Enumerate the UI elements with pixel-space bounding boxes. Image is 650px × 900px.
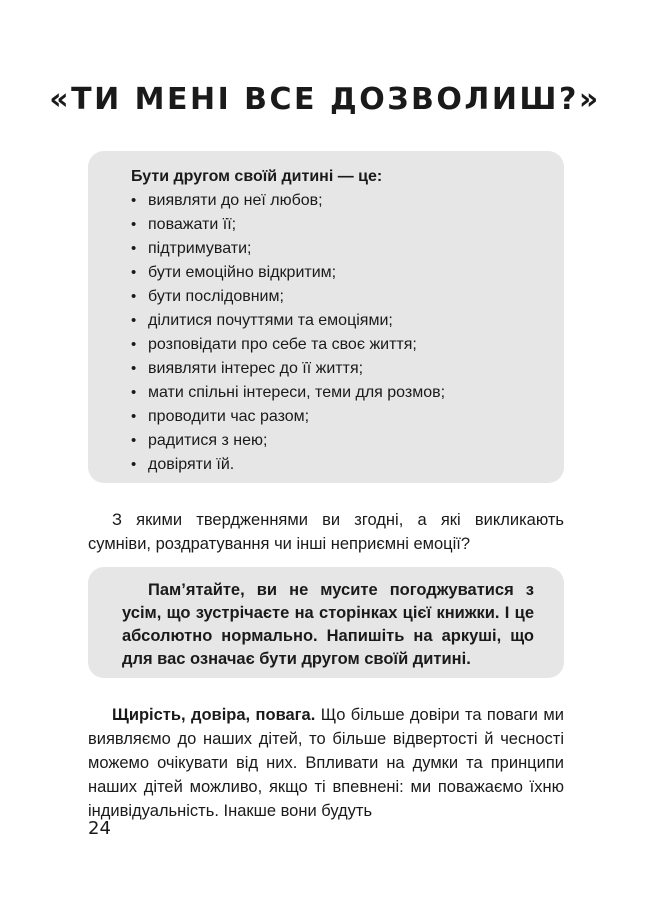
question-paragraph: З якими твердженнями ви згодні, а які викликають сумніви, роздратування чи інші неприємні емоції? [88, 511, 564, 553]
list-item: • бути послідовним; [131, 285, 544, 309]
paragraph-text: Що більше довіри та поваги ми виявляємо до наших дітей, то більше відвертості й чесності можемо очікувати від них. Впливати на думки та принципи наших дітей можливо, якщо ті впевнені: ми поважаємо їхню індивідуальність. Інакше вони будуть [88, 706, 564, 820]
page-title: «ТИ МЕНІ ВСЕ ДОЗВОЛИШ?» [49, 82, 601, 117]
bullet-list [131, 189, 544, 477]
list-item: • виявляти інтерес до її життя; [131, 357, 544, 381]
list-item: • проводити час разом; [131, 405, 544, 429]
list-item: • бути емоційно відкритим; [131, 261, 544, 285]
reminder-text: Пам’ятайте, ви не мусите погоджуватися з усім, що зустрічаєте на сторінках цієї книжки. І це абсолютно нормально. Напишіть на аркуші, що для вас означає бути другом своїй дитині. [122, 581, 534, 668]
list-item: • мати спільні інтереси, теми для розмов; [131, 381, 544, 405]
list-item: • ділитися почуттями та емоціями; [131, 309, 544, 333]
list-item: • радитися з нею; [131, 429, 544, 453]
body-paragraph [88, 703, 564, 823]
list-item: • виявляти до неї любов; [131, 189, 544, 213]
list-item: • підтримувати; [131, 237, 544, 261]
list-item: • поважати її; [131, 213, 544, 237]
friend-definition-box [88, 151, 564, 483]
list-item: • розповідати про себе та своє життя; [131, 333, 544, 357]
list-item: • довіряти їй. [131, 453, 544, 477]
paragraph-lead: Щирість, довіра, повага. [112, 706, 316, 724]
reminder-box [88, 567, 564, 678]
page-number: 24 [88, 818, 111, 839]
box-heading: Бути другом своїй дитині — це: [131, 168, 383, 185]
